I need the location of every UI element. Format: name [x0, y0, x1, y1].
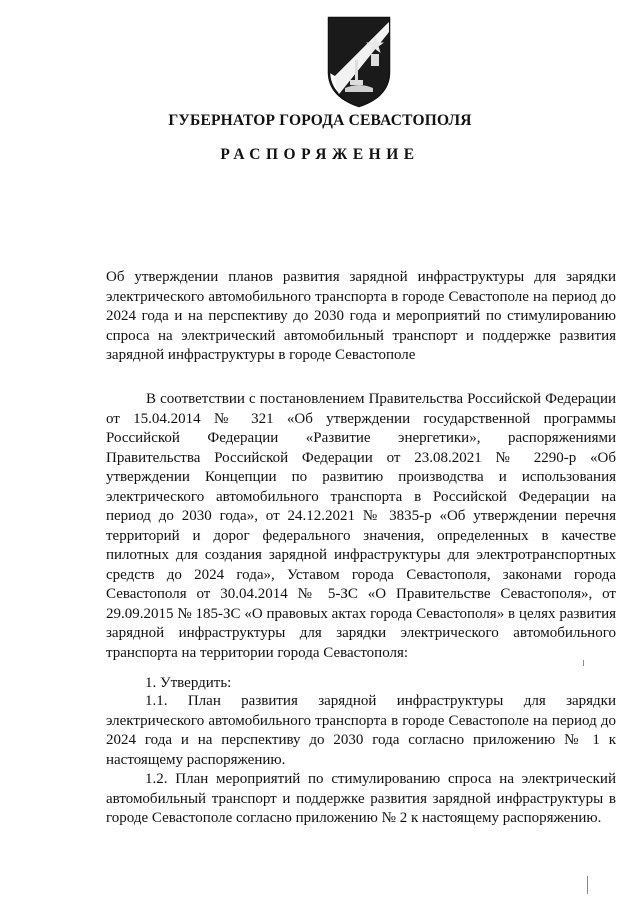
- scan-mark: [587, 876, 588, 894]
- sevastopol-coat-of-arms-icon: [325, 16, 393, 108]
- subitem-1-2: 1.2. План мероприятий по стимулированию спроса на электрический автомобильный транспорт и поддержке развития зарядной инфраструктуры в городе Севастополе согласно приложению № 2 к настоящему распоряжению.: [106, 771, 616, 826]
- subitem-1-1: 1.1. План развития зарядной инфраструктуры для зарядки электрического автомобильного транспорта в городе Севастополе на период до 2024 года и на перспективу до 2030 года согласно приложению № 1 к настоящему распоряжению.: [106, 693, 616, 768]
- scan-mark: [583, 660, 584, 666]
- document-title: Об утверждении планов развития зарядной инфраструктуры для зарядки электрического автомобильного транспорта в городе Севастополе на период до 2024 года и на перспективу до 2030 года и мероприятий по стимулированию спроса на электрический автомобильный транспорт и поддержке развития зарядной инфраструктуры в городе Севастополе: [106, 269, 616, 363]
- org-name: ГУБЕРНАТОР ГОРОДА СЕВАСТОПОЛЯ: [168, 112, 472, 129]
- preamble-paragraph: В соответствии с постановлением Правительства Российской Федерации от 15.04.2014 № 321 «Об утверждении государственной программы Российской Федерации «Развитие энергетики», распоряжениями Правительства Российской Федерации от 23.08.2021 № 2290-р «Об утверждении Концепции по развитию производства и использования электрического автомобильного транспорта в Российской Федерации на период до 2030 года», от 24.12.2021 № 3835-р «Об утверждении перечня территорий и дорог федерального значения, определенных в качестве пилотных для создания зарядной инфраструктуры для электротранспортных средств до 2024 года», Уставом города Севастополя, законами города Севастополя от 30.04.2014 № 5-ЗС «О Правительстве Севастополя», от 29.09.2015 № 185-ЗС «О правовых актах города Севастополя» в целях развития зарядной инфраструктуры для зарядки электрического автомобильного транспорта на территории города Севастополя:: [106, 391, 616, 661]
- document-type: РАСПОРЯЖЕНИЕ: [220, 146, 420, 163]
- item-1-heading: 1. Утвердить:: [145, 675, 232, 691]
